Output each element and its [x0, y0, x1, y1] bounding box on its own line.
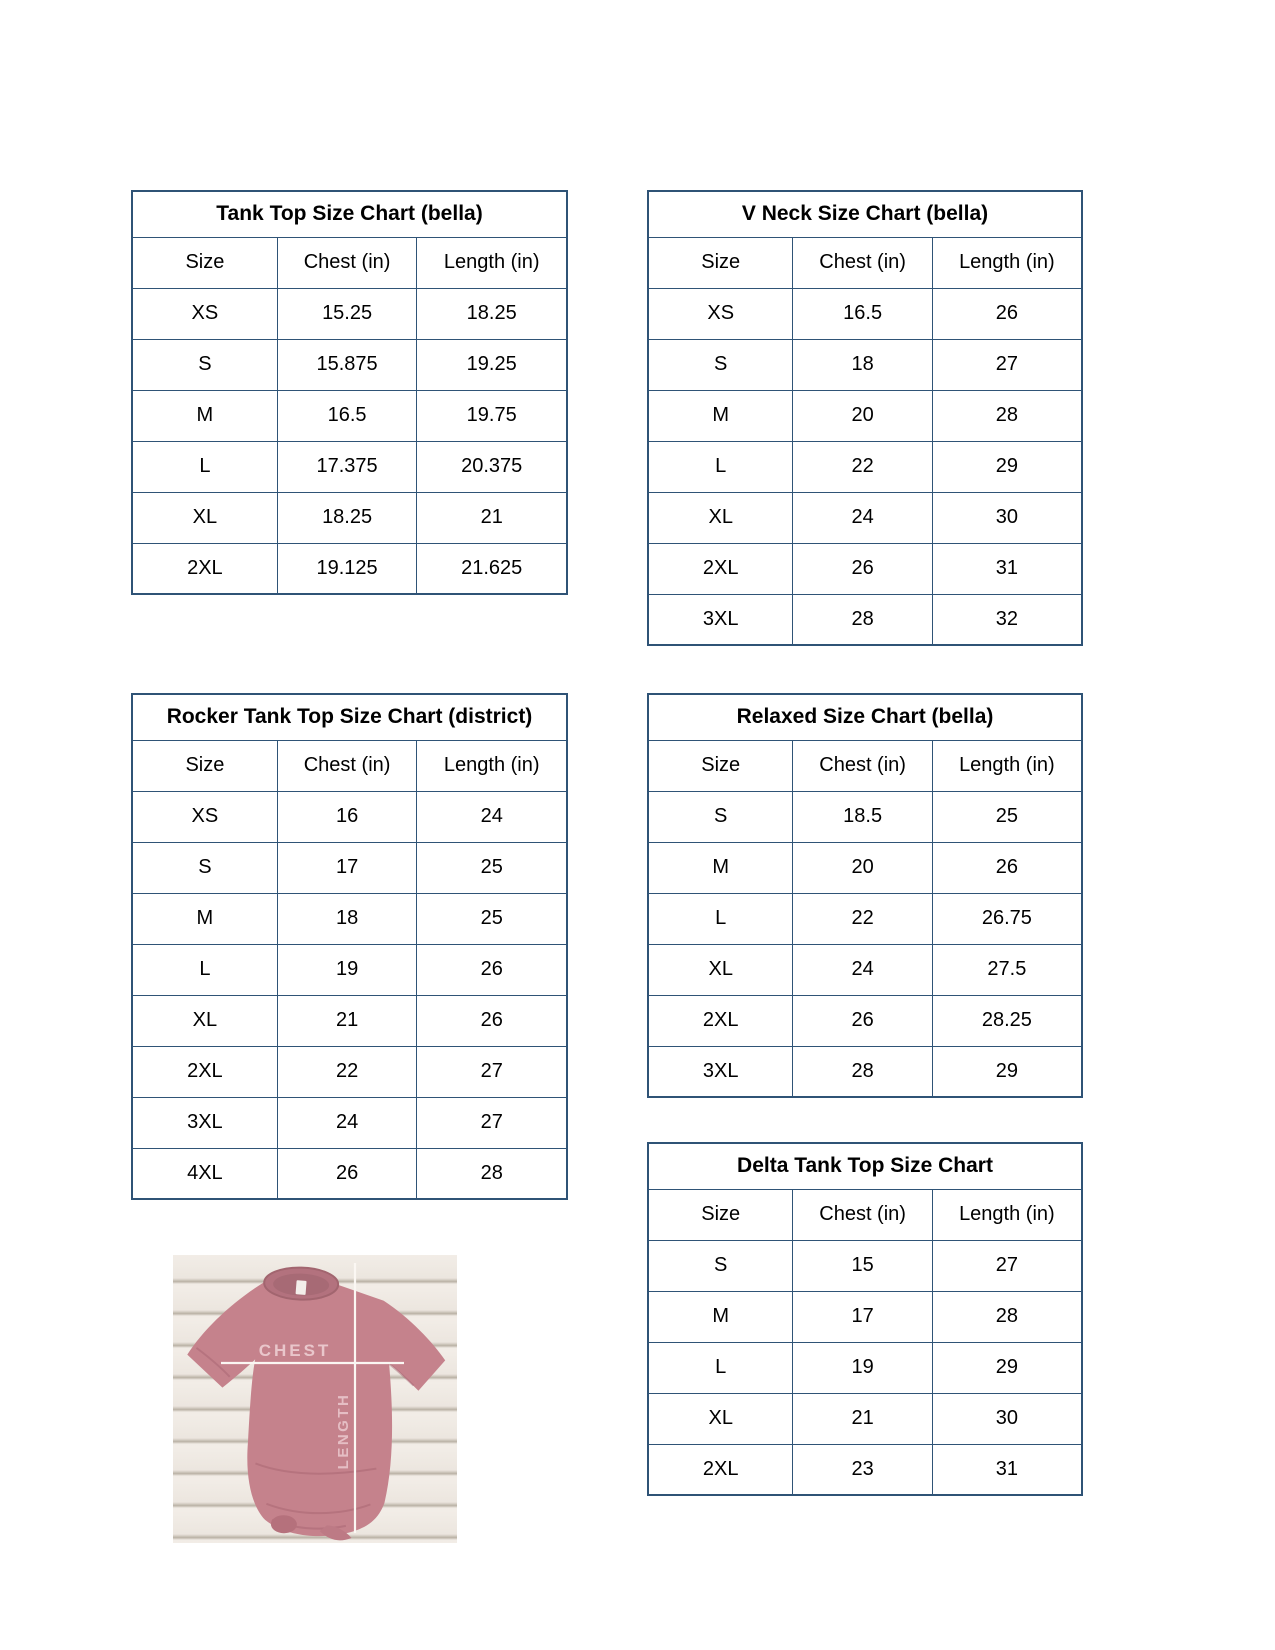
chest-cell: 19.125	[277, 543, 417, 594]
length-cell: 31	[932, 1444, 1082, 1495]
length-cell: 26	[417, 995, 567, 1046]
length-cell: 30	[932, 1393, 1082, 1444]
length-cell: 26	[932, 842, 1082, 893]
chest-cell: 16.5	[277, 390, 417, 441]
table-row	[132, 543, 567, 594]
chest-cell: 18	[277, 893, 417, 944]
chest-cell: 21	[793, 1393, 932, 1444]
length-cell: 28	[417, 1148, 567, 1199]
table-row	[648, 944, 1082, 995]
table-row	[648, 995, 1082, 1046]
chest-cell: 17.375	[277, 441, 417, 492]
table-row	[132, 1148, 567, 1199]
table-header-row	[648, 1189, 1082, 1240]
chest-cell: 26	[277, 1148, 417, 1199]
chest-cell: 22	[277, 1046, 417, 1097]
chest-cell: 23	[793, 1444, 932, 1495]
chest-cell: 16.5	[793, 288, 932, 339]
shirt-photo-graphic	[173, 1255, 457, 1543]
length-cell: 27	[932, 1240, 1082, 1291]
chest-cell: 22	[793, 441, 932, 492]
size-cell: L	[648, 893, 793, 944]
length-label: LENGTH	[335, 1392, 352, 1470]
v-neck-size-chart	[647, 190, 1083, 646]
table-title: Delta Tank Top Size Chart	[648, 1143, 1082, 1189]
size-cell: 2XL	[648, 1444, 793, 1495]
table-title: Tank Top Size Chart (bella)	[132, 191, 567, 237]
size-cell: S	[648, 339, 793, 390]
table-row	[648, 594, 1082, 645]
table-row	[132, 339, 567, 390]
table-title: Relaxed Size Chart (bella)	[648, 694, 1082, 740]
table-row	[648, 1342, 1082, 1393]
table-title-row	[648, 694, 1082, 740]
length-cell: 27	[932, 339, 1082, 390]
table-header-row	[648, 740, 1082, 791]
length-cell: 28	[932, 1291, 1082, 1342]
size-cell: S	[132, 842, 277, 893]
size-cell: M	[132, 893, 277, 944]
length-cell: 21.625	[417, 543, 567, 594]
table-row	[648, 441, 1082, 492]
size-cell: XL	[648, 492, 793, 543]
col-header-size: Size	[132, 237, 277, 288]
table-row	[648, 390, 1082, 441]
size-cell: XL	[648, 944, 793, 995]
length-cell: 19.75	[417, 390, 567, 441]
size-cell: 4XL	[132, 1148, 277, 1199]
chest-cell: 24	[793, 492, 932, 543]
size-table	[647, 190, 1083, 646]
size-cell: L	[648, 441, 793, 492]
table-row	[648, 1393, 1082, 1444]
chest-cell: 28	[793, 1046, 932, 1097]
table-row	[648, 492, 1082, 543]
length-cell: 25	[417, 893, 567, 944]
table-row	[648, 339, 1082, 390]
relaxed-size-chart	[647, 693, 1083, 1098]
col-header-size: Size	[648, 237, 793, 288]
col-header-chest: Chest (in)	[793, 237, 932, 288]
col-header-chest: Chest (in)	[793, 1189, 932, 1240]
length-cell: 20.375	[417, 441, 567, 492]
chest-cell: 18.5	[793, 791, 932, 842]
size-table	[131, 190, 568, 595]
chest-cell: 20	[793, 390, 932, 441]
table-row	[132, 893, 567, 944]
table-title-row	[648, 1143, 1082, 1189]
table-row	[648, 893, 1082, 944]
size-cell: XL	[132, 492, 277, 543]
chest-cell: 16	[277, 791, 417, 842]
size-cell: 2XL	[132, 1046, 277, 1097]
size-cell: L	[648, 1342, 793, 1393]
chest-cell: 21	[277, 995, 417, 1046]
table-row	[648, 543, 1082, 594]
length-cell: 31	[932, 543, 1082, 594]
length-cell: 32	[932, 594, 1082, 645]
t-shirt-illustration	[183, 1265, 448, 1543]
length-cell: 19.25	[417, 339, 567, 390]
chest-cell: 15	[793, 1240, 932, 1291]
size-cell: 2XL	[648, 543, 793, 594]
chest-cell: 15.875	[277, 339, 417, 390]
table-row	[648, 1291, 1082, 1342]
table-header-row	[648, 237, 1082, 288]
chest-cell: 17	[277, 842, 417, 893]
length-cell: 27	[417, 1097, 567, 1148]
table-row	[132, 288, 567, 339]
length-cell: 28	[932, 390, 1082, 441]
size-cell: S	[648, 791, 793, 842]
size-cell: 3XL	[648, 1046, 793, 1097]
chest-cell: 22	[793, 893, 932, 944]
col-header-length: Length (in)	[417, 740, 567, 791]
col-header-length: Length (in)	[417, 237, 567, 288]
table-row	[132, 441, 567, 492]
size-cell: XL	[132, 995, 277, 1046]
table-row	[132, 1046, 567, 1097]
chest-cell: 24	[277, 1097, 417, 1148]
chest-cell: 18	[793, 339, 932, 390]
table-row	[132, 791, 567, 842]
length-cell: 27.5	[932, 944, 1082, 995]
length-cell: 26.75	[932, 893, 1082, 944]
size-cell: 3XL	[648, 594, 793, 645]
chest-cell: 15.25	[277, 288, 417, 339]
table-row	[132, 390, 567, 441]
length-cell: 27	[417, 1046, 567, 1097]
size-cell: M	[648, 390, 793, 441]
col-header-size: Size	[132, 740, 277, 791]
table-row	[648, 288, 1082, 339]
rocker-tank-top-size-chart	[131, 693, 568, 1200]
size-cell: 2XL	[132, 543, 277, 594]
size-cell: M	[648, 1291, 793, 1342]
size-table	[131, 693, 568, 1200]
col-header-size: Size	[648, 740, 793, 791]
size-table	[647, 693, 1083, 1098]
length-cell: 26	[417, 944, 567, 995]
table-row	[132, 944, 567, 995]
chest-cell: 26	[793, 995, 932, 1046]
length-cell: 29	[932, 441, 1082, 492]
collar-tag	[296, 1280, 307, 1295]
table-title-row	[648, 191, 1082, 237]
col-header-length: Length (in)	[932, 1189, 1082, 1240]
chest-cell: 20	[793, 842, 932, 893]
table-row	[132, 1097, 567, 1148]
table-title: Rocker Tank Top Size Chart (district)	[132, 694, 567, 740]
col-header-size: Size	[648, 1189, 793, 1240]
table-row	[648, 1240, 1082, 1291]
table-row	[132, 842, 567, 893]
size-cell: S	[132, 339, 277, 390]
size-cell: L	[132, 944, 277, 995]
shirt-measurement-photo	[173, 1255, 457, 1543]
table-row	[648, 1444, 1082, 1495]
size-cell: 3XL	[132, 1097, 277, 1148]
length-cell: 25	[932, 791, 1082, 842]
table-row	[132, 995, 567, 1046]
length-cell: 21	[417, 492, 567, 543]
length-cell: 18.25	[417, 288, 567, 339]
length-cell: 29	[932, 1342, 1082, 1393]
tank-top-size-chart	[131, 190, 568, 595]
table-title: V Neck Size Chart (bella)	[648, 191, 1082, 237]
size-cell: S	[648, 1240, 793, 1291]
size-table	[647, 1142, 1083, 1496]
col-header-chest: Chest (in)	[793, 740, 932, 791]
length-cell: 24	[417, 791, 567, 842]
length-cell: 28.25	[932, 995, 1082, 1046]
table-title-row	[132, 191, 567, 237]
chest-cell: 19	[277, 944, 417, 995]
chest-cell: 26	[793, 543, 932, 594]
chest-cell: 19	[793, 1342, 932, 1393]
col-header-length: Length (in)	[932, 740, 1082, 791]
chest-cell: 18.25	[277, 492, 417, 543]
table-header-row	[132, 740, 567, 791]
col-header-chest: Chest (in)	[277, 740, 417, 791]
size-cell: L	[132, 441, 277, 492]
size-cell: XS	[132, 791, 277, 842]
col-header-length: Length (in)	[932, 237, 1082, 288]
length-cell: 29	[932, 1046, 1082, 1097]
table-title-row	[132, 694, 567, 740]
chest-cell: 24	[793, 944, 932, 995]
length-cell: 26	[932, 288, 1082, 339]
table-row	[648, 842, 1082, 893]
size-cell: M	[132, 390, 277, 441]
col-header-chest: Chest (in)	[277, 237, 417, 288]
t-shirt-body	[183, 1278, 448, 1540]
delta-tank-top-size-chart	[647, 1142, 1083, 1496]
size-cell: M	[648, 842, 793, 893]
chest-cell: 28	[793, 594, 932, 645]
table-header-row	[132, 237, 567, 288]
size-cell: XS	[132, 288, 277, 339]
table-row	[648, 791, 1082, 842]
size-cell: XS	[648, 288, 793, 339]
size-cell: XL	[648, 1393, 793, 1444]
chest-cell: 17	[793, 1291, 932, 1342]
length-cell: 30	[932, 492, 1082, 543]
table-row	[648, 1046, 1082, 1097]
chest-label: CHEST	[258, 1341, 332, 1360]
size-cell: 2XL	[648, 995, 793, 1046]
length-cell: 25	[417, 842, 567, 893]
table-row	[132, 492, 567, 543]
